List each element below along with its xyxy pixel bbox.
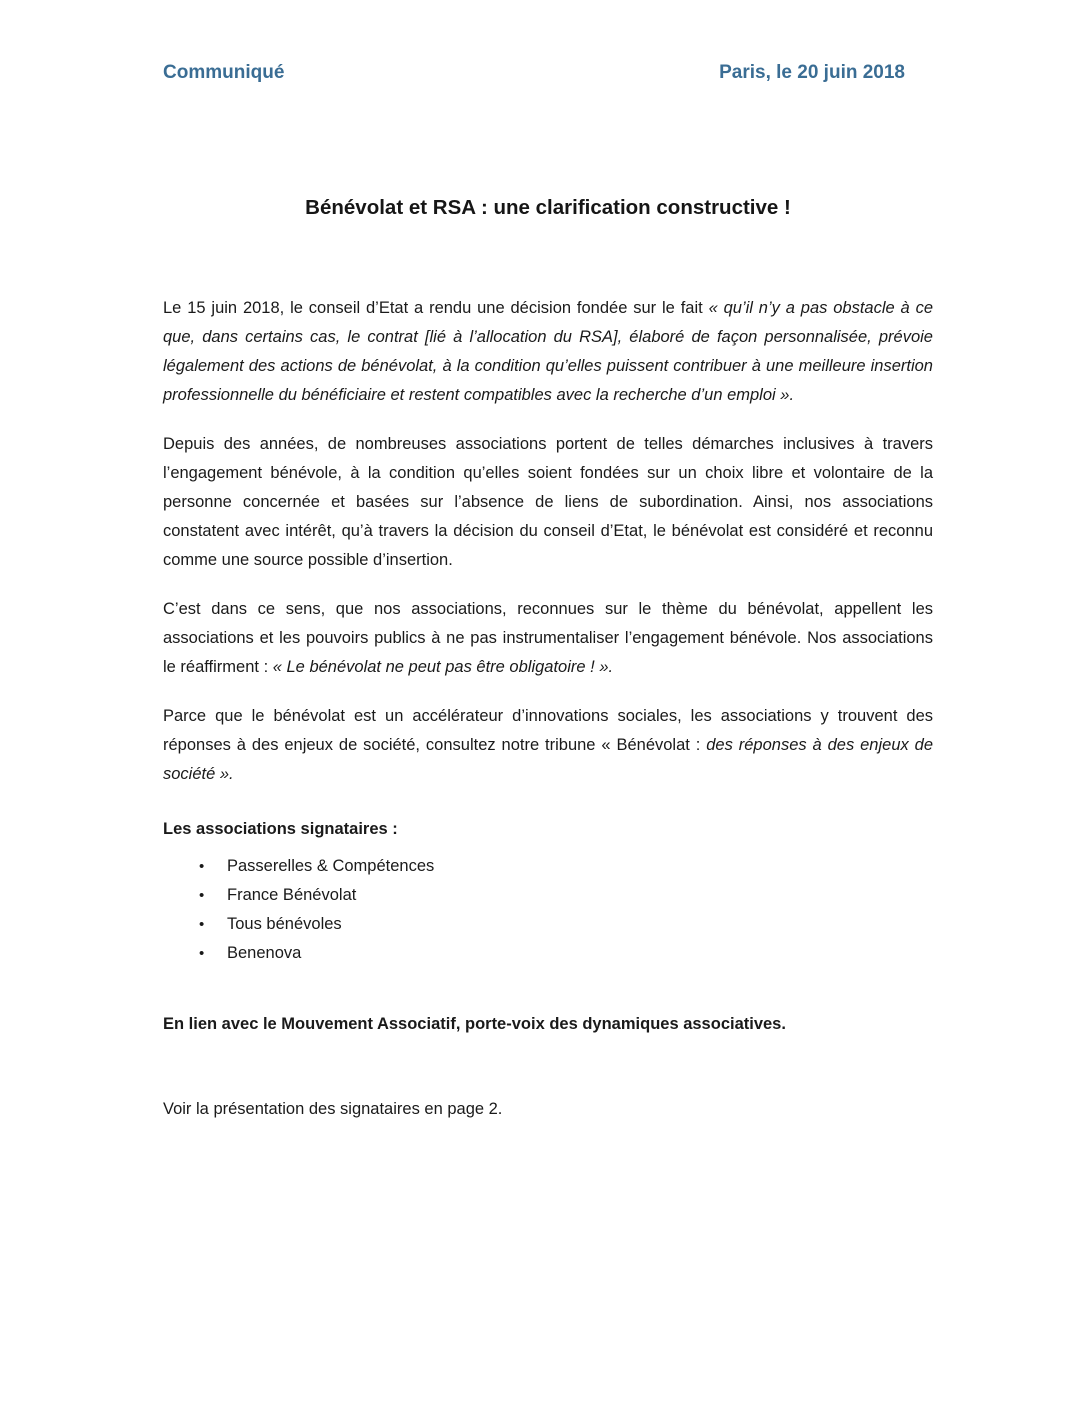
list-item-label: Benenova (227, 944, 302, 962)
communique-label: Communiqué (163, 62, 285, 83)
paragraph-council-decision-quote: « qu’il n’y a pas obstacle à ce que, dans certains cas, le contrat [lié à l’allocation du RSA], élaboré de façon personnalisée, prévoie légalement des actions de bénévolat, à la condition qu’elles puissent contribuer à une meilleure insertion professionnelle du bénéficiaire et restent compatibles avec la recherche d’un emploi ». (163, 299, 933, 404)
bullet-icon: • (199, 945, 205, 962)
paragraph-associations-context: Depuis des années, de nombreuses associations portent de telles démarches inclusives à travers l’engagement bénévole, à la condition qu’elles soient fondées sur un choix libre et volontaire de la personne concernée et basées sur l’absence de liens de subordination. Ainsi, nos associations constatent avec intérêt, qu’à travers la décision du conseil d’Etat, le bénévolat est considéré et reconnu comme une source possible d’insertion. (163, 435, 933, 569)
bullet-icon: • (199, 858, 205, 875)
see-page-2-note: Voir la présentation des signataires en page 2. (163, 1100, 503, 1118)
document-body (163, 294, 933, 1124)
bullet-icon: • (199, 916, 205, 933)
list-item-passerelles (199, 852, 933, 881)
paragraph-tribune-title: des réponses à des enjeux de société ». (163, 736, 934, 783)
paragraph-appeal-lead: C’est dans ce sens, que nos associations, reconnues sur le thème du bénévolat, appellent les associations et les pouvoirs publics à ne pas instrumentaliser l’engagement bénévole. Nos associations le réaffirment : (163, 600, 933, 676)
paragraph-tribune (163, 702, 933, 789)
document-header (163, 62, 933, 84)
paragraph-appeal (163, 595, 933, 682)
signatories-list (199, 852, 933, 968)
list-item-benenova (199, 939, 933, 968)
list-item-tous-benevoles (199, 910, 933, 939)
signatories-heading: Les associations signataires : (163, 820, 398, 838)
list-item-label: France Bénévolat (227, 886, 357, 904)
list-item-france-benevolat (199, 881, 933, 910)
dateline: Paris, le 20 juin 2018 (719, 62, 905, 83)
partner-statement: En lien avec le Mouvement Associatif, porte-voix des dynamiques associatives. (163, 1015, 786, 1033)
list-item-label: Passerelles & Compétences (227, 857, 435, 875)
bullet-icon: • (199, 887, 205, 904)
paragraph-council-decision (163, 294, 933, 410)
paragraph-tribune-lead: Parce que le bénévolat est un accélérateur d’innovations sociales, les associations y trouvent des réponses à des enjeux de société, consultez notre tribune « Bénévolat : (163, 707, 933, 754)
list-item-label: Tous bénévoles (227, 915, 342, 933)
paragraph-council-decision-lead: Le 15 juin 2018, le conseil d’Etat a rendu une décision fondée sur le fait (163, 299, 709, 317)
paragraph-appeal-quote: « Le bénévolat ne peut pas être obligatoire ! ». (272, 658, 614, 676)
document-title: Bénévolat et RSA : une clarification constructive ! (305, 196, 791, 219)
